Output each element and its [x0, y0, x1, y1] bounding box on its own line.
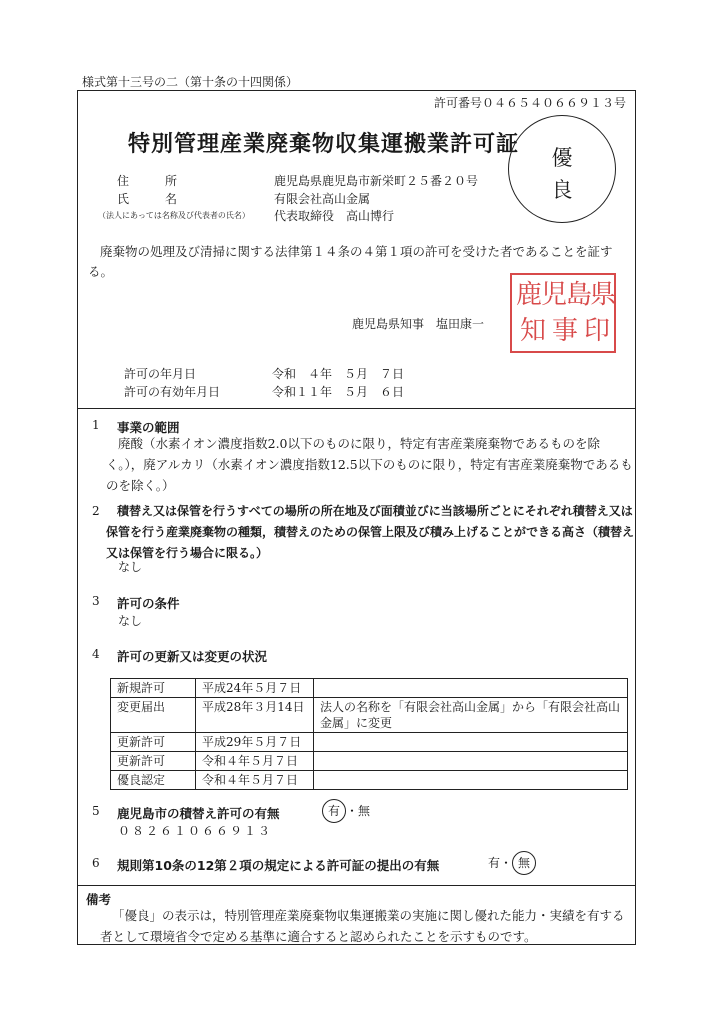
section-title: 許可の更新又は変更の状況 [117, 649, 268, 664]
yes-no-choice: 有 ・無 [322, 799, 370, 823]
selected-option: 無 [512, 851, 536, 875]
section-title: 積替え又は保管を行うすべての場所の所在地及び面積並びに当該場所ごとにそれぞれ積替え又は保管を行う産業廃棄物の種類，積替えのための保管上限及び積み上げることができる高さ（積替え又は保管を行う場合に限る。） [106, 504, 635, 560]
section-title: 鹿児島市の積替え許可の有無 [117, 806, 280, 821]
remarks-label: 備考 [86, 892, 112, 907]
table-row: 変更届出 平成28年３月14日 法人の名称を「有限会社高山金属」から「有限会社高山金属」に変更 [111, 698, 628, 733]
permit-number: 許可番号０４６５４０６６９１３号 [433, 96, 626, 110]
governor-seal: 鹿 児 島 県 知 事 印 [510, 273, 616, 353]
excellent-rank-badge: 優 良 [508, 115, 616, 223]
section-body: なし [118, 560, 143, 574]
representative: 代表取締役 高山博行 [274, 209, 395, 223]
transfer-permit-number: ０８２６１０６６９１３ [118, 824, 273, 838]
remarks-text: 「優良」の表示は，特別管理産業廃棄物収集運搬業の実施に関し優れた能力・実績を有する者として環境省令で定める基準に適合すると認められたことを示すものです。 [100, 908, 625, 944]
name-label: 氏 名 [117, 192, 178, 206]
address-label: 住 所 [117, 174, 178, 188]
section-number: 3 [92, 594, 100, 608]
selected-option: 有 [322, 799, 346, 823]
permit-date: 令和 ４年 ５月 ７日 [272, 367, 405, 381]
history-table [110, 678, 628, 790]
permit-date-label: 許可の年月日 [124, 367, 197, 381]
divider [77, 885, 636, 886]
section-number: 5 [92, 804, 100, 818]
section-number: 2 [92, 504, 100, 518]
section-body: なし [118, 614, 143, 628]
name-note: （法人にあっては名称及び代表者の氏名） [98, 211, 250, 220]
validity-date: 令和１１年 ５月 ６日 [272, 385, 405, 399]
section-number: 4 [92, 647, 100, 661]
form-label: 様式第十三号の二（第十条の十四関係） [82, 75, 299, 89]
section-body: 廃酸（水素イオン濃度指数2.0以下のものに限り，特定有害産業廃棄物であるものを除く。），廃アルカリ（水素イオン濃度指数12.5以下のものに限り，特定有害産業廃棄物であるものを除く。） [106, 436, 633, 493]
section-title: 事業の範囲 [117, 420, 180, 435]
divider [77, 408, 636, 409]
issuer: 鹿児島県知事 塩田康一 [352, 317, 485, 331]
section-title: 規則第10条の12第２項の規定による許可証の提出の有無 [117, 858, 440, 873]
table-row: 更新許可 令和４年５月７日 [111, 752, 628, 771]
section-number: 1 [92, 418, 100, 432]
table-row: 新規許可 平成24年５月７日 [111, 679, 628, 698]
section-title: 許可の条件 [117, 596, 180, 611]
certification-text: 廃棄物の処理及び清掃に関する法律第１４条の４第１項の許可を受けた者であることを証する。 [88, 244, 613, 279]
section-number: 6 [92, 856, 100, 870]
table-row: 優良認定 令和４年５月７日 [111, 771, 628, 790]
table-row: 更新許可 平成29年５月７日 [111, 733, 628, 752]
yes-no-choice: 有・ 無 [488, 851, 536, 875]
company-name: 有限会社高山金属 [274, 192, 371, 206]
validity-label: 許可の有効年月日 [124, 385, 221, 399]
certificate-title: 特別管理産業廃棄物収集運搬業許可証 [128, 131, 520, 157]
address-value: 鹿児島県鹿児島市新栄町２５番２０号 [274, 174, 479, 188]
